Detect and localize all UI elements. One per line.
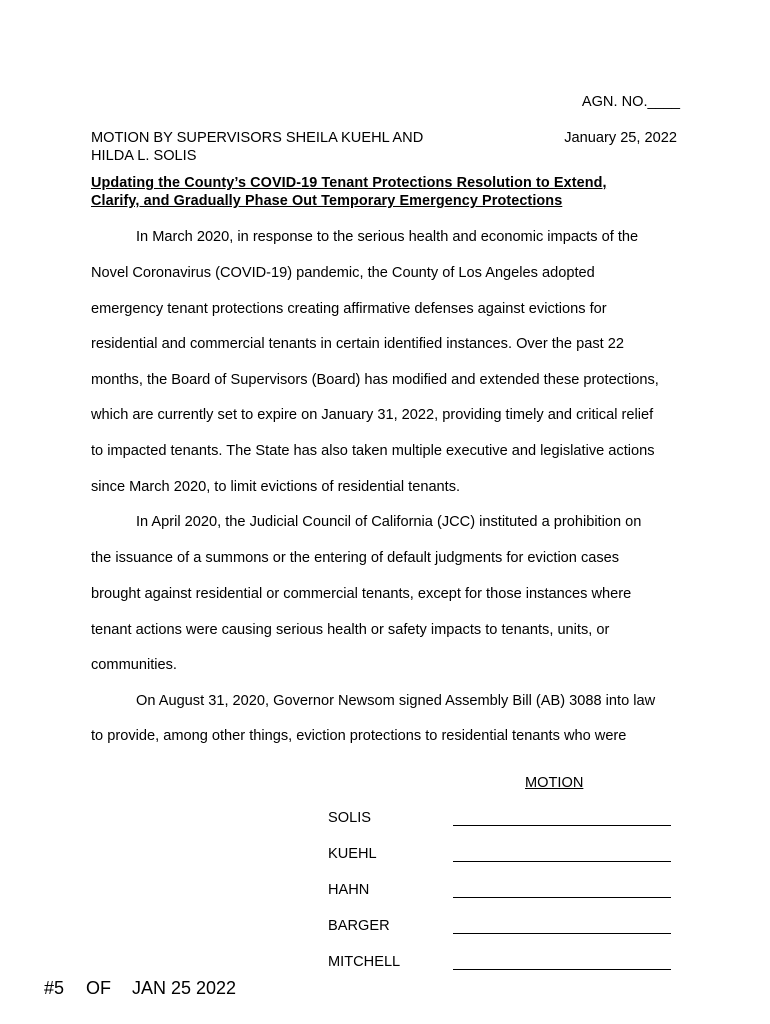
supervisor-name-solis: SOLIS (328, 810, 371, 826)
body-line: In March 2020, in response to the serious health and economic impacts of the (136, 229, 639, 245)
vote-signature-line (453, 825, 671, 826)
body-line: Novel Coronavirus (COVID-19) pandemic, the County of Los Angeles adopted (91, 265, 595, 281)
supervisor-name-barger: BARGER (328, 918, 390, 934)
supervisor-name-kuehl: KUEHL (328, 846, 377, 862)
body-line: residential and commercial tenants in certain identified instances. Over the past 22 (91, 336, 624, 352)
body-line: brought against residential or commercial tenants, except for those instances where (91, 586, 632, 602)
motion-by-line-1: MOTION BY SUPERVISORS SHEILA KUEHL AND (91, 130, 424, 146)
footer-item-number: #5 (44, 978, 65, 998)
body-line: emergency tenant protections creating affirmative defenses against evictions for (91, 301, 607, 317)
body-line: In April 2020, the Judicial Council of California (JCC) instituted a prohibition on (136, 514, 642, 530)
vote-signature-line (453, 897, 671, 898)
body-line: to provide, among other things, eviction protections to residential tenants who were (91, 728, 627, 744)
body-line: the issuance of a summons or the entering of default judgments for eviction cases (91, 550, 620, 566)
footer-date: JAN 25 2022 (132, 978, 237, 998)
body-line: to impacted tenants. The State has also taken multiple executive and legislative actions (91, 443, 655, 459)
body-line: since March 2020, to limit evictions of residential tenants. (91, 479, 461, 495)
vote-signature-line (453, 933, 671, 934)
motion-by-line-2: HILDA L. SOLIS (91, 148, 197, 164)
vote-signature-line (453, 861, 671, 862)
body-line: communities. (91, 657, 177, 673)
footer-of: OF (86, 978, 111, 998)
motion-title-line-1: Updating the County’s COVID-19 Tenant Protections Resolution to Extend, (91, 175, 607, 191)
supervisor-name-mitchell: MITCHELL (328, 954, 401, 970)
supervisor-name-hahn: HAHN (328, 882, 370, 898)
motion-date: January 25, 2022 (564, 130, 677, 146)
body-line: which are currently set to expire on January 31, 2022, providing timely and critical relief (91, 407, 654, 423)
body-line: tenant actions were causing serious health or safety impacts to tenants, units, or (91, 622, 610, 638)
body-line: months, the Board of Supervisors (Board) has modified and extended these protections, (91, 372, 659, 388)
motion-heading: MOTION (525, 775, 584, 791)
motion-title-line-2: Clarify, and Gradually Phase Out Temporary Emergency Protections (91, 193, 563, 209)
vote-signature-line (453, 969, 671, 970)
body-line: On August 31, 2020, Governor Newsom signed Assembly Bill (AB) 3088 into law (136, 693, 656, 709)
agenda-number: AGN. NO.____ (581, 94, 680, 110)
